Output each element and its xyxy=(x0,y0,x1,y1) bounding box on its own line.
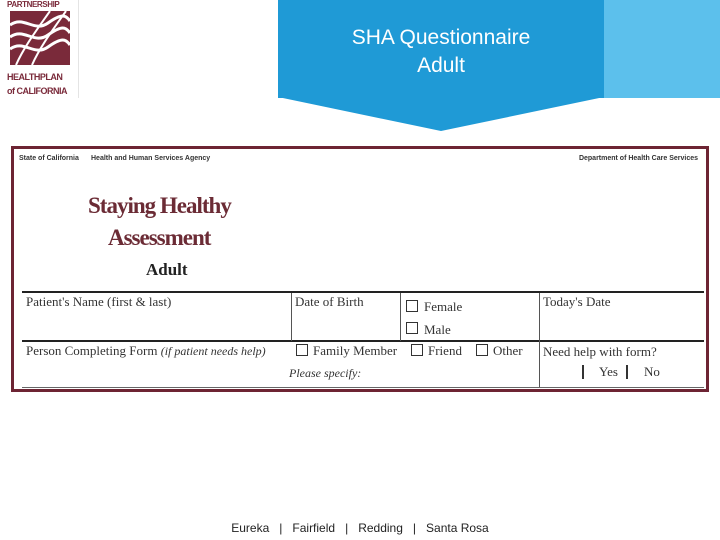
form-agency-dhcs: Department of Health Care Services xyxy=(578,155,698,162)
header-band-light xyxy=(602,0,720,98)
form-divider-1 xyxy=(291,293,292,341)
form-divider-2 xyxy=(400,293,401,341)
label-please-specify: Please specify: xyxy=(289,366,362,380)
label-no: No xyxy=(644,364,660,379)
checkbox-friend[interactable] xyxy=(411,344,423,356)
checkbox-other[interactable] xyxy=(476,344,488,356)
checkbox-family-member[interactable] xyxy=(296,344,308,356)
footer-locations: Eureka | Fairfield | Redding | Santa Rosa xyxy=(231,521,489,535)
logo-text-healthplan: HEALTHPLAN xyxy=(7,72,63,82)
form-rule-mid xyxy=(22,340,704,342)
logo-mark-icon xyxy=(10,11,70,65)
form-rule-top xyxy=(22,291,704,293)
form-rule-bottom xyxy=(22,387,704,388)
field-person-completing xyxy=(26,343,266,359)
label-other: Other xyxy=(493,343,523,358)
label-female: Female xyxy=(424,299,463,314)
label-male: Male xyxy=(424,322,451,337)
slide-title xyxy=(278,24,604,80)
form-divider-3 xyxy=(539,293,540,387)
slide-title-line1: SHA Questionnaire xyxy=(351,26,531,49)
header-band-arrow xyxy=(278,97,604,131)
field-patient-name: Patient's Name (first & last) xyxy=(26,294,172,309)
sha-form-preview xyxy=(11,146,709,392)
field-need-help: Need help with form? xyxy=(543,344,657,359)
form-agency-hhs: Health and Human Services Agency xyxy=(91,155,211,162)
form-subtitle: Adult xyxy=(146,260,188,279)
slide-title-line2: Adult xyxy=(417,54,465,77)
checkbox-yes-left-edge xyxy=(582,365,584,379)
logo-text-california: of CALIFORNIA xyxy=(7,86,67,96)
field-date-of-birth: Date of Birth xyxy=(295,294,364,309)
checkbox-female[interactable] xyxy=(406,300,418,312)
label-person-completing-note: (if patient needs help) xyxy=(160,344,266,358)
label-friend: Friend xyxy=(428,343,462,358)
field-todays-date: Today's Date xyxy=(543,294,611,309)
form-title-line1: Staying Healthy xyxy=(88,193,231,218)
logo-divider xyxy=(78,0,79,98)
label-yes: Yes xyxy=(599,364,618,379)
checkbox-male[interactable] xyxy=(406,322,418,334)
form-agency-state: State of California xyxy=(19,155,79,162)
label-family-member: Family Member xyxy=(313,343,398,358)
field-please-specify xyxy=(289,365,361,381)
partnership-logo xyxy=(6,0,72,98)
label-person-completing: Person Completing Form xyxy=(26,343,158,358)
checkbox-no-left-edge xyxy=(626,365,628,379)
form-title-line2: Assessment xyxy=(108,225,211,250)
logo-text-partnership: PARTNERSHIP xyxy=(7,0,60,9)
